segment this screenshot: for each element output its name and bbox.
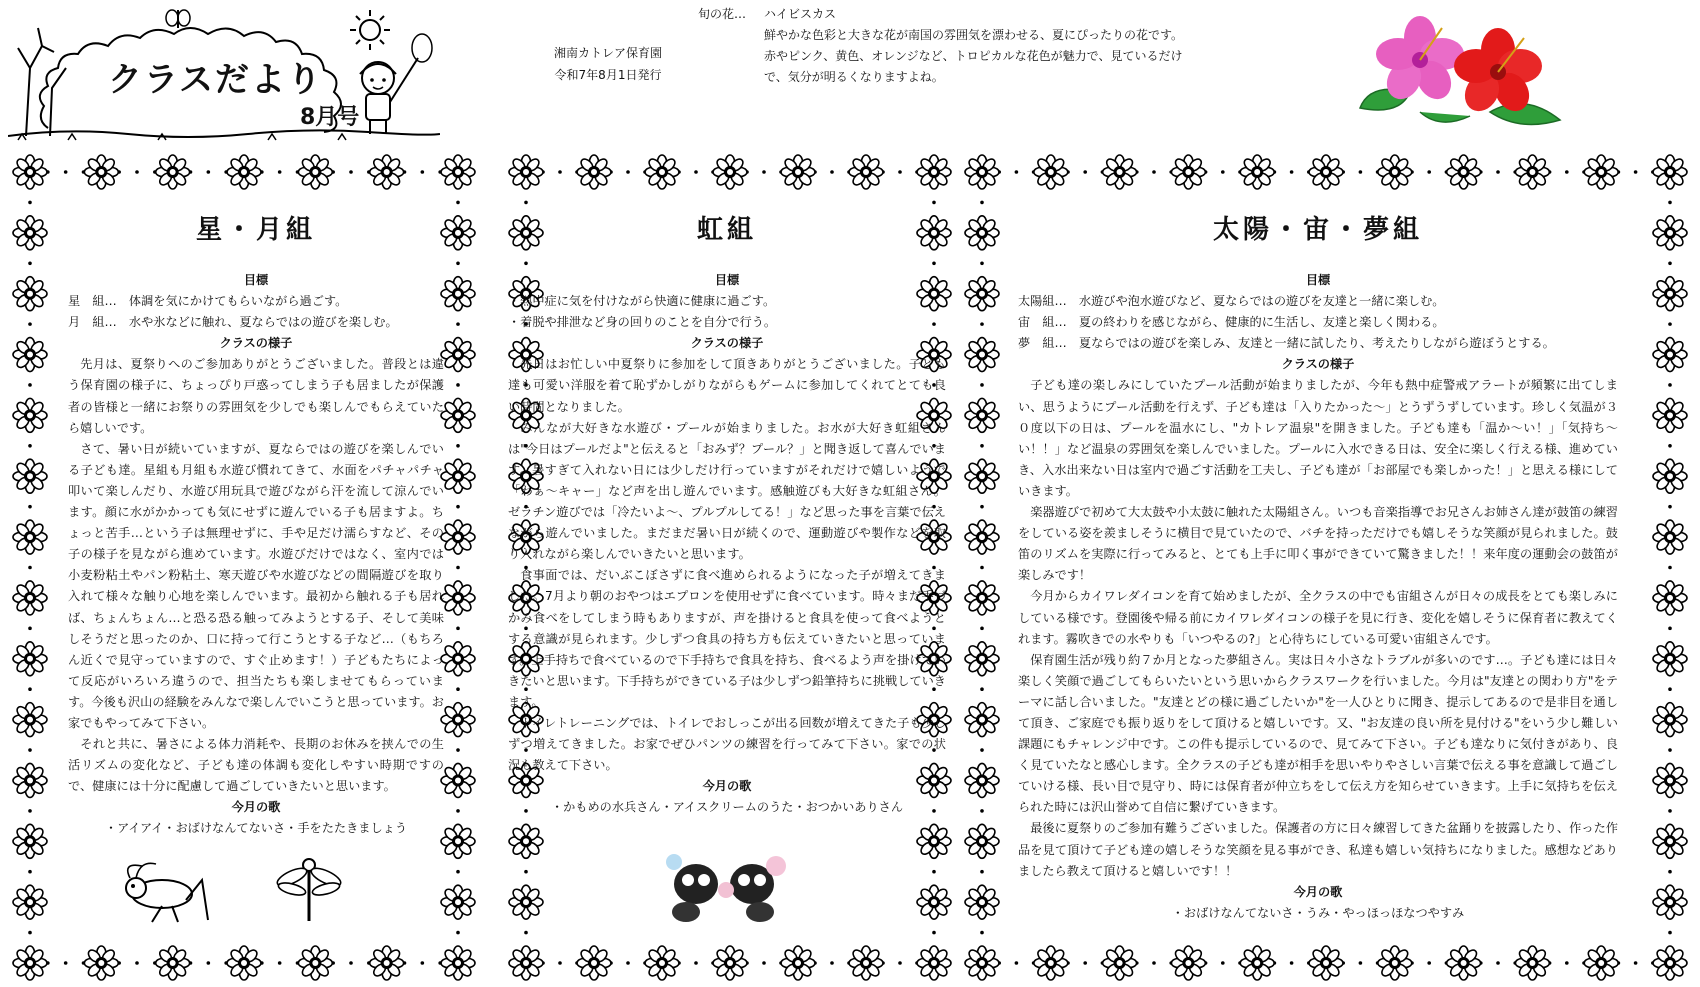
border-dot [762, 961, 766, 965]
border-flower [441, 155, 475, 189]
border-dot [456, 809, 460, 813]
border-dot [1152, 961, 1156, 965]
border-dot [28, 627, 32, 631]
border-flower [781, 155, 815, 189]
border-dot [1496, 961, 1500, 965]
border-dot [64, 961, 68, 965]
border-dot [980, 748, 984, 752]
border-flower [917, 946, 951, 980]
border-flower [1447, 946, 1481, 980]
goal-item: 月 組… 水や氷などに触れ、夏ならではの遊びを楽しむ。 [68, 315, 398, 330]
border-dot [980, 201, 984, 205]
border-flower [13, 277, 47, 311]
border-flower [965, 277, 999, 311]
border-flower [441, 824, 475, 858]
border-flower [1447, 155, 1481, 189]
border-dot [28, 261, 32, 265]
school-name: 湘南カトレア保育園 [553, 46, 662, 60]
border-dot [1221, 170, 1225, 174]
border-flower [965, 824, 999, 858]
class-title: 星・月組 [195, 215, 316, 245]
border-flower [713, 155, 747, 189]
border-dot [456, 931, 460, 935]
song-list: ・おばけなんてないさ・うみ・やっほっほなつやすみ [1171, 905, 1465, 920]
border-dot [932, 870, 936, 874]
border-dot [28, 383, 32, 387]
border-flower [917, 885, 951, 919]
border-dot [456, 870, 460, 874]
report-heading: クラスの様子 [1281, 357, 1355, 372]
report-paragraph: 最後に夏祭りのご参加有難うございました。保護者の方に日々練習してきた盆踊りを披露したり、作った作品を見て頂けて子ども達の嬉しそうな笑顔を見る事ができ、私達も嬉しい気持ちになりました。感想などありましたら教えて頂けると嬉しいです！！ [1018, 821, 1618, 878]
border-flower [965, 398, 999, 432]
border-dot [1668, 931, 1672, 935]
border-dot [28, 870, 32, 874]
border-dot [1668, 383, 1672, 387]
title-illustration [8, 8, 440, 146]
butterfly-icon [166, 10, 190, 28]
border-flower [965, 520, 999, 554]
song-list: ・かもめの水兵さん・アイスクリームのうた・おつかいありさん [550, 800, 904, 815]
border-dot [694, 961, 698, 965]
seasonal-flower-line: 鮮やかな色彩と大きな花が南国の雰囲気を漂わせる、夏にぴったりの花です。 [764, 28, 1184, 42]
border-dot [898, 170, 902, 174]
seasonal-flower-name: ハイビスカス [764, 7, 837, 21]
border-flower [965, 703, 999, 737]
class-content [68, 210, 444, 840]
border-flower [1103, 946, 1137, 980]
border-flower [13, 824, 47, 858]
border-dot [980, 261, 984, 265]
border-dot [28, 201, 32, 205]
border-flower [13, 520, 47, 554]
border-flower [1653, 642, 1687, 676]
border-dot [28, 566, 32, 570]
song-list: ・アイアイ・おばけなんてないさ・手をたたきましょう [104, 821, 408, 836]
border-dot [28, 505, 32, 509]
class-content [508, 210, 946, 818]
border-flower [917, 824, 951, 858]
border-flower [965, 763, 999, 797]
border-flower [1515, 946, 1549, 980]
grasshopper-icon [122, 860, 212, 930]
border-flower [965, 459, 999, 493]
border-dot [1083, 961, 1087, 965]
seasonal-flower-line: 赤やピンク、黄色、オレンジなど、トロピカルな花色が魅力で、見ているだけ [764, 49, 1183, 63]
border-dot [1668, 444, 1672, 448]
goal-item: 太陽組… 水遊びや泡水遊びなど、夏ならではの遊びを友達と一緒に楽しむ。 [1018, 294, 1445, 309]
goal-item: ・熱中症に気を付けながら快適に健康に過ごす。 [508, 294, 776, 309]
border-dot [456, 566, 460, 570]
border-flower [781, 946, 815, 980]
border-dot [1565, 170, 1569, 174]
border-flower [509, 885, 543, 919]
class-panel-taiyo-sora-yume [956, 150, 1696, 985]
border-dot [932, 931, 936, 935]
goal-item: 宙 組… 夏の終わりを感じながら、健康的に生活し、友達と楽しく関わる。 [1018, 315, 1445, 330]
border-flower [1034, 946, 1068, 980]
border-flower [1309, 155, 1343, 189]
border-flower [1309, 946, 1343, 980]
border-dot [135, 961, 139, 965]
song-heading: 今月の歌 [702, 779, 752, 794]
border-dot [1359, 170, 1363, 174]
border-dot [1015, 170, 1019, 174]
border-flower [441, 946, 475, 980]
seasonal-flower-label: 旬の花… [698, 7, 747, 21]
border-dot [421, 170, 425, 174]
border-dot [278, 170, 282, 174]
border-flower [1653, 703, 1687, 737]
border-dot [28, 444, 32, 448]
border-flower [849, 946, 883, 980]
border-flower [13, 946, 47, 980]
border-flower [370, 946, 404, 980]
border-dot [1290, 961, 1294, 965]
border-dot [980, 687, 984, 691]
border-flower [577, 946, 611, 980]
border-flower [156, 155, 190, 189]
border-dot [28, 322, 32, 326]
class-title: 虹組 [696, 215, 757, 245]
border-dot [1668, 322, 1672, 326]
border-dot [558, 961, 562, 965]
border-dot [980, 322, 984, 326]
border-dot [524, 870, 528, 874]
border-flower [13, 642, 47, 676]
sun-icon [350, 10, 390, 50]
border-dot [1015, 961, 1019, 965]
border-flower [965, 216, 999, 250]
border-flower [227, 155, 261, 189]
border-flower [441, 763, 475, 797]
issue-date: 令和7年8月1日発行 [554, 68, 662, 82]
border-flower [298, 155, 332, 189]
report-heading: クラスの様子 [219, 336, 293, 351]
border-flower [84, 946, 118, 980]
goal-item: 夢 組… 夏ならではの遊びを楽しみ、友達と一緒に試したり、考えたりしながら遊ぼうとする。 [1018, 336, 1555, 351]
border-flower [441, 398, 475, 432]
report-paragraph: 楽器遊びで初めて大太鼓や小太鼓に触れた太陽組さん。いつも音楽指導でお兄さんお姉さん達が鼓笛の練習をしている姿を羨ましそうに横目で見ていたので、バチを持っただけでも嬉しそうな笑顔が見られました。鼓笛のリズムを実際に行ってみると、とても上手に叩く事ができていて驚きました！！来年度の運動会の鼓笛が楽しみです！ [1018, 505, 1618, 583]
border-dot [421, 961, 425, 965]
border-dot [135, 170, 139, 174]
report-paragraph: 先日はお忙しい中夏祭りに参加をして頂きありがとうございました。子ども達も可愛い洋服を着て恥ずかしがりながらもゲームに参加してくれてとても良い時間となりました。 [508, 357, 946, 414]
border-dot [1083, 170, 1087, 174]
border-dot [278, 961, 282, 965]
border-dot [456, 748, 460, 752]
border-flower [441, 581, 475, 615]
border-flower [509, 155, 543, 189]
border-flower [84, 155, 118, 189]
goal-heading: 目標 [714, 273, 740, 287]
border-flower [13, 398, 47, 432]
border-dot [1668, 261, 1672, 265]
border-flower [1653, 277, 1687, 311]
border-dot [1290, 170, 1294, 174]
report-paragraph: それと共に、暑さによる体力消耗や、長期のお休みを挟んでの生活リズムの変化など、子ども達の体調も変化しやすい時期ですので、健康には十分に配慮して過ごしていきたいと思います。 [68, 737, 444, 794]
border-flower [1653, 885, 1687, 919]
border-dot [28, 748, 32, 752]
border-dot [524, 201, 528, 205]
border-flower [1653, 398, 1687, 432]
border-flower [13, 459, 47, 493]
border-dot [980, 505, 984, 509]
ants-icon [656, 850, 796, 930]
border-dot [1668, 809, 1672, 813]
border-flower [1515, 155, 1549, 189]
goal-item: ・着脱や排泄など身の回りのことを自分で行う。 [508, 315, 777, 330]
border-flower [441, 277, 475, 311]
border-flower [713, 946, 747, 980]
border-flower [1240, 946, 1274, 980]
border-flower [441, 338, 475, 372]
report-paragraph: 先月は、夏祭りへのご参加ありがとうございました。普段とは違う保育園の様子に、ちょっぴり戸惑ってしまう子も居ましたが保護者の皆様と一緒にお祭りの雰囲気を少しでも楽しんでもらえていたら嬉しいです。 [68, 357, 444, 435]
border-dot [898, 961, 902, 965]
border-dot [1427, 170, 1431, 174]
border-flower [441, 885, 475, 919]
border-dot [1668, 870, 1672, 874]
border-dot [64, 170, 68, 174]
border-dot [28, 931, 32, 935]
border-dot [1668, 748, 1672, 752]
border-dot [1668, 201, 1672, 205]
border-flower [645, 155, 679, 189]
border-flower [509, 946, 543, 980]
border-flower [917, 155, 951, 189]
border-flower [1584, 946, 1618, 980]
border-flower [441, 642, 475, 676]
hibiscus-icon [1350, 12, 1580, 134]
border-dot [1634, 170, 1638, 174]
goal-heading: 目標 [1305, 273, 1331, 287]
border-flower [1653, 459, 1687, 493]
border-flower [13, 216, 47, 250]
border-dot [456, 687, 460, 691]
border-dot [1668, 505, 1672, 509]
border-dot [1634, 961, 1638, 965]
border-flower [1240, 155, 1274, 189]
border-flower [441, 216, 475, 250]
dragonfly-icon [274, 855, 344, 925]
report-paragraph: さて、暑い日が続いていますが、夏ならではの遊びを楽しんでいる子ども達。星組も月組も水遊び慣れてきて、水面をパチャパチャ叩いて楽しんだり、水遊び用玩具で遊びながら汗を流して涼んでいます。顔に水がかかっても気にせずに遊んでいる子も居ますよ。ちょっと苦手…という子は無理せずに、手や足だけ濡らすなど、その子の様子を見ながら進めています。水遊びだけではなく、室内では小麦粉粘土やパン粉粘土、寒天遊びや水遊びなどの間隔遊びを取り入れて様々な触り心地を楽しんでいます。最初から触れる子も居れば、ちょんちょん…と恐る恐る触ってみようとする子、そして美味しそうだと思ったのか、口に持って行こうとする子など…（もちろん近くで見守っていますので、すぐ止めます！）子どもたちによって反応がいろいろ違うので、担当たちも楽しませてもらっています。今後も沢山の経験をみんなで楽しんでいこうと思っています。お家でもやってみて下さい。 [68, 441, 444, 730]
border-flower [509, 824, 543, 858]
seasonal-flower-line: で、気分が明るくなりますよね。 [764, 70, 944, 84]
border-flower [577, 155, 611, 189]
border-dot [349, 961, 353, 965]
border-dot [28, 687, 32, 691]
border-dot [558, 170, 562, 174]
border-dot [932, 201, 936, 205]
border-flower [965, 946, 999, 980]
report-paragraph: 今月からカイワレダイコンを育て始めましたが、全クラスの中でも宙組さんが日々の成長をとても楽しみにしている様です。登園後や帰る前にカイワレダイコンの様子を見に行き、変化を嬉しそうに保育者に教えてくれます。霧吹きでの水やりも「いつやるの?」と心待ちにしている可愛い宙組さんです。 [1018, 589, 1618, 646]
border-dot [1152, 170, 1156, 174]
border-flower [370, 155, 404, 189]
border-flower [441, 703, 475, 737]
border-dot [456, 383, 460, 387]
border-dot [1668, 687, 1672, 691]
border-flower [1103, 155, 1137, 189]
border-flower [965, 885, 999, 919]
class-panel-niji [500, 150, 960, 985]
border-dot [980, 566, 984, 570]
border-flower [156, 946, 190, 980]
border-dot [207, 961, 211, 965]
school-info [543, 42, 673, 86]
border-dot [980, 444, 984, 448]
border-flower [13, 338, 47, 372]
border-flower [1653, 155, 1687, 189]
border-flower [965, 581, 999, 615]
border-flower [13, 763, 47, 797]
class-panel-hoshi-tsuki [4, 150, 484, 985]
class-title: 太陽・宙・夢組 [1212, 215, 1423, 245]
border-dot [456, 444, 460, 448]
border-dot [626, 961, 630, 965]
border-flower [965, 338, 999, 372]
border-flower [441, 459, 475, 493]
border-dot [524, 931, 528, 935]
border-flower [1034, 155, 1068, 189]
border-dot [456, 627, 460, 631]
border-flower [1653, 946, 1687, 980]
border-dot [830, 170, 834, 174]
border-flower [1653, 763, 1687, 797]
border-flower [13, 155, 47, 189]
border-flower [441, 520, 475, 554]
goal-heading: 目標 [243, 273, 269, 287]
border-flower [298, 946, 332, 980]
border-flower [1378, 946, 1412, 980]
border-flower [1653, 581, 1687, 615]
report-paragraph: 保育園生活が残り約７か月となった夢組さん。実は日々小さなトラブルが多いのです…。子ども達には日々楽しく笑顔で過ごしてもらいたいという思いからクラスワークを行いました。今月は"友達との関わり方"をテーマに話し合いました。"友達とどの様に過ごしたいか"を一人ひとりに聞き、提示してあるので是非目を通して頂き、ご家庭でも振り返りをして頂けると嬉しいです。又、"お友達の良い所を見付ける"をいう少し難しい課題にもチャレンジ中です。この件も提示しているので、見てみて下さい。子ども達なりに気付きがあり、良く見ていたなと感心します。全クラスの子ども達が相手を思いやりやさしい言葉で伝える事を意識して過ごしていける様、長い目で見守り、時には保育者が仲立ちをして伝え方を知らせていきます。上手に気持ちを伝えられた時には沢山誉めて自信に繋げていきます。 [1018, 652, 1618, 815]
report-paragraph: 食事面では、だいぶこぼさずに食べ進められるようになった子が増えてきました。7月より朝のおやつはエプロンを使用せずに食べています。時々まだ手づかみ食べをしてしまう時もありますが、声を掛けると食具を使って食べようとする意識が見られます。少しずつ食具の持ち方も伝えていきたいと思っています。上手持ちで食べているので下手持ちで食具を持ち、食べるよう声を掛けていきたいと思います。下手持ちができている子は少しずつ鉛筆持ちに挑戦していきます。 [508, 568, 946, 709]
border-flower [1653, 338, 1687, 372]
border-dot [1427, 961, 1431, 965]
border-dot [28, 809, 32, 813]
border-dot [980, 383, 984, 387]
border-dot [1668, 566, 1672, 570]
border-dot [980, 809, 984, 813]
border-flower [965, 642, 999, 676]
border-dot [980, 627, 984, 631]
border-flower [13, 581, 47, 615]
song-heading: 今月の歌 [231, 800, 281, 815]
newsletter-month: 8月号 [300, 105, 360, 130]
border-dot [456, 201, 460, 205]
seasonal-flower-description [764, 25, 1214, 88]
border-flower [227, 946, 261, 980]
border-flower [1653, 520, 1687, 554]
border-dot [694, 170, 698, 174]
border-flower [1378, 155, 1412, 189]
border-flower [1171, 946, 1205, 980]
border-dot [762, 170, 766, 174]
border-flower [1653, 824, 1687, 858]
border-dot [456, 261, 460, 265]
border-dot [1565, 961, 1569, 965]
goal-item: 星 組… 体調を気にかけてもらいながら過ごす。 [68, 294, 348, 309]
report-heading: クラスの様子 [690, 336, 764, 351]
border-flower [1584, 155, 1618, 189]
border-flower [849, 155, 883, 189]
report-paragraph: みんなが大好きな水遊び・プールが始まりました。お水が大好き虹組さんは"今日はプールだよ"と伝えると「おみず？プール？」と聞き返して喜んでいます。暑すぎて入れない日には少しだけ行っていますがそれだけで嬉しいようで「わぁ～キャー」など声を出し遊んでいます。感触遊びも大好きな虹組さん。ゼラチン遊びでは「冷たいよ～、プルプルしてる！」など思った事を言葉で伝えながら遊んでいました。まだまだ暑い日が続くので、運動遊びや製作などを取り入れながら楽しんでいきたいと思います。 [508, 420, 946, 562]
border-flower [13, 885, 47, 919]
border-dot [1221, 961, 1225, 965]
border-dot [626, 170, 630, 174]
border-flower [13, 703, 47, 737]
newsletter-title: クラスだより [108, 60, 323, 100]
border-dot [830, 961, 834, 965]
song-heading: 今月の歌 [1293, 884, 1343, 899]
border-dot [349, 170, 353, 174]
border-dot [456, 505, 460, 509]
border-flower [1171, 155, 1205, 189]
border-dot [980, 931, 984, 935]
border-dot [980, 870, 984, 874]
newsletter-header [0, 0, 1700, 150]
border-dot [456, 322, 460, 326]
border-flower [645, 946, 679, 980]
report-paragraph: 子ども達の楽しみにしていたプール活動が始まりましたが、今年も熱中症警戒アラートが頻繁に出てしまい、思うようにプール活動を行えず、子ども達は「入りたかった～」とうずうずしています。珍しく気温が３０度以下の日は、プールを温水にし、"カトレア温泉"を開きました。子ども達も「温か～い！」「気持ち～い！！」など温泉の雰囲気を楽しんでいました。プールに入水できる日は、安全に楽しく行える様、進めていき、入水出来ない日は室内で過ごす活動を工夫し、子ども達が「お部屋でも楽しかった！」と思える様にしていきます。 [1018, 378, 1618, 498]
report-paragraph: トイレトレーニングでは、トイレでおしっこが出る回数が増えてきた子も少しずつ増えてきました。お家でぜひパンツの練習を行ってみて下さい。家での状況も教えて下さい。 [508, 715, 946, 773]
border-dot [1668, 627, 1672, 631]
border-flower [965, 155, 999, 189]
border-dot [207, 170, 211, 174]
border-dot [1359, 961, 1363, 965]
border-dot [1496, 170, 1500, 174]
class-content [1018, 210, 1618, 924]
border-flower [1653, 216, 1687, 250]
